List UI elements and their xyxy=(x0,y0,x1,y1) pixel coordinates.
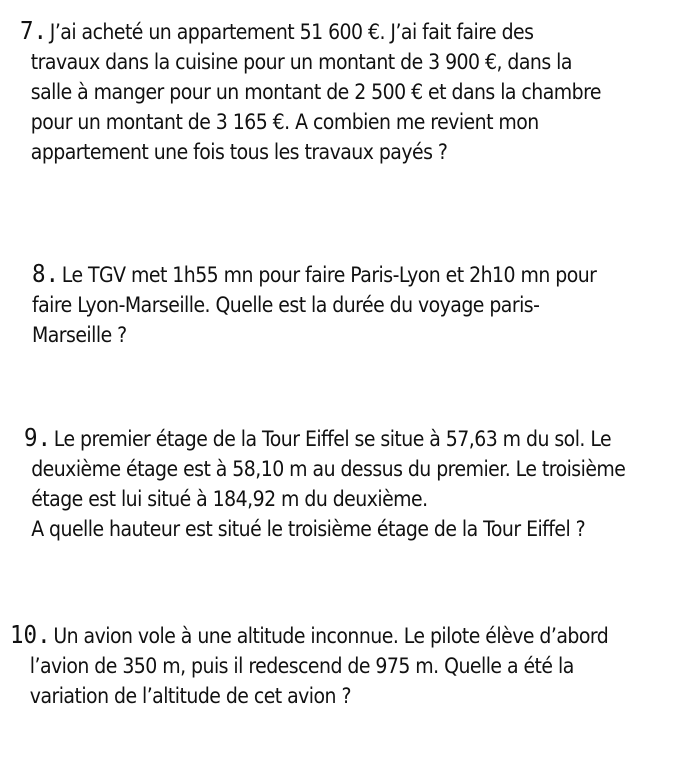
exercise-number: 9. xyxy=(24,423,52,452)
exercise-line: variation de l’altitude de cet avion ? xyxy=(29,684,351,708)
exercise-7 xyxy=(20,16,601,167)
exercise-9 xyxy=(24,423,625,544)
exercise-line: faire Lyon-Marseille. Quelle est la durée du voyage paris- xyxy=(32,293,540,317)
exercise-line: appartement une fois tous les travaux payés ? xyxy=(30,140,448,164)
exercise-number: 10. xyxy=(10,620,51,649)
exercise-number: 7. xyxy=(20,16,48,45)
exercise-line: deuxième étage est à 58,10 m au dessus du premier. Le troisième xyxy=(31,457,626,481)
exercise-text: Le TGV met 1h55 mn pour faire Paris-Lyon et 2h10 mn pour xyxy=(61,263,597,287)
exercise-8 xyxy=(32,259,596,350)
exercise-line: salle à manger pour un montant de 2 500 € et dans la chambre xyxy=(30,80,601,104)
exercise-line: l’avion de 350 m, puis il redescend de 975 m. Quelle a été la xyxy=(29,654,574,678)
exercise-line xyxy=(24,423,625,454)
exercise-10 xyxy=(10,620,608,711)
exercise-line xyxy=(10,620,608,651)
exercise-text: J’ai acheté un appartement 51 600 €. J’ai fait faire des xyxy=(49,20,534,44)
exercise-line: A quelle hauteur est situé le troisième étage de la Tour Eiffel ? xyxy=(31,517,586,541)
exercise-line: étage est lui situé à 184,92 m du deuxième. xyxy=(31,487,428,511)
exercise-line: Marseille ? xyxy=(32,323,127,347)
exercise-text: Un avion vole à une altitude inconnue. Le pilote élève d’abord xyxy=(53,624,609,648)
exercise-text: Le premier étage de la Tour Eiffel se situe à 57,63 m du sol. Le xyxy=(53,427,612,451)
exercise-line: travaux dans la cuisine pour un montant de 3 900 €, dans la xyxy=(30,50,572,74)
exercise-line xyxy=(20,16,601,47)
exercise-number: 8. xyxy=(32,259,60,288)
exercise-line xyxy=(32,259,596,290)
exercise-line: pour un montant de 3 165 €. A combien me revient mon xyxy=(30,110,539,134)
